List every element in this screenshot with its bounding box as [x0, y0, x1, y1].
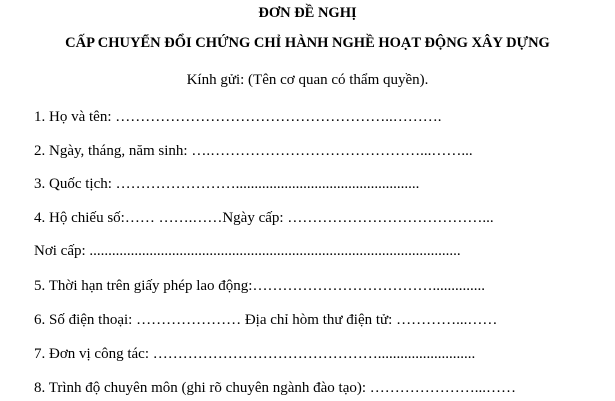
fill-in-blank[interactable]: ………………………………………..........................: [152, 346, 476, 362]
field-employer: [34, 345, 475, 363]
field-label-issue-date: Ngày cấp:: [222, 210, 288, 226]
field-place-of-issue: [34, 242, 461, 260]
fill-in-blank[interactable]: …………………...……: [369, 380, 517, 396]
fill-in-blank[interactable]: ...................................................................................................: [89, 243, 461, 259]
field-qualification: [34, 379, 516, 397]
fill-in-blank[interactable]: ………………………………..............: [252, 278, 485, 294]
field-phone-email: [34, 311, 497, 329]
fill-in-blank[interactable]: …………………: [136, 312, 242, 328]
field-label: 4. Hộ chiếu số:: [34, 210, 125, 226]
field-label-email: Địa chỉ hòm thư điện tử:: [241, 312, 397, 328]
field-passport: [34, 209, 494, 227]
fill-in-blank[interactable]: …………...……: [396, 312, 498, 328]
fill-in-blank[interactable]: ….……………………………………...……...: [191, 143, 473, 159]
field-label: 3. Quốc tịch:: [34, 176, 116, 192]
form-title: ĐƠN ĐỀ NGHỊ: [258, 5, 357, 21]
field-label: 6. Số điện thoại:: [34, 312, 137, 328]
form-subtitle: CẤP CHUYỂN ĐỔI CHỨNG CHỈ HÀNH NGHỀ HOẠT ĐỘNG XÂY DỰNG: [65, 35, 550, 51]
field-date-of-birth: [34, 142, 473, 160]
field-label: 5. Thời hạn trên giấy phép lao động:: [34, 278, 253, 294]
fill-in-blank[interactable]: ………………………………………………..……….: [115, 109, 442, 125]
recipient-line: Kính gửi: (Tên cơ quan có thẩm quyền).: [186, 72, 429, 88]
field-full-name: [34, 108, 441, 126]
fill-in-blank[interactable]: …………………….................................................: [115, 176, 420, 192]
field-nationality: [34, 175, 419, 193]
fill-in-blank[interactable]: …… …….……: [124, 210, 223, 226]
field-label: Nơi cấp:: [34, 243, 90, 259]
field-label: 7. Đơn vị công tác:: [34, 346, 153, 362]
field-label: 2. Ngày, tháng, năm sinh:: [34, 143, 192, 159]
fill-in-blank[interactable]: …………………………………...: [287, 210, 494, 226]
field-label: 8. Trình độ chuyên môn (ghi rõ chuyên ngành đào tạo):: [34, 380, 370, 396]
field-label: 1. Họ và tên:: [34, 109, 116, 125]
field-work-permit-term: [34, 277, 485, 295]
